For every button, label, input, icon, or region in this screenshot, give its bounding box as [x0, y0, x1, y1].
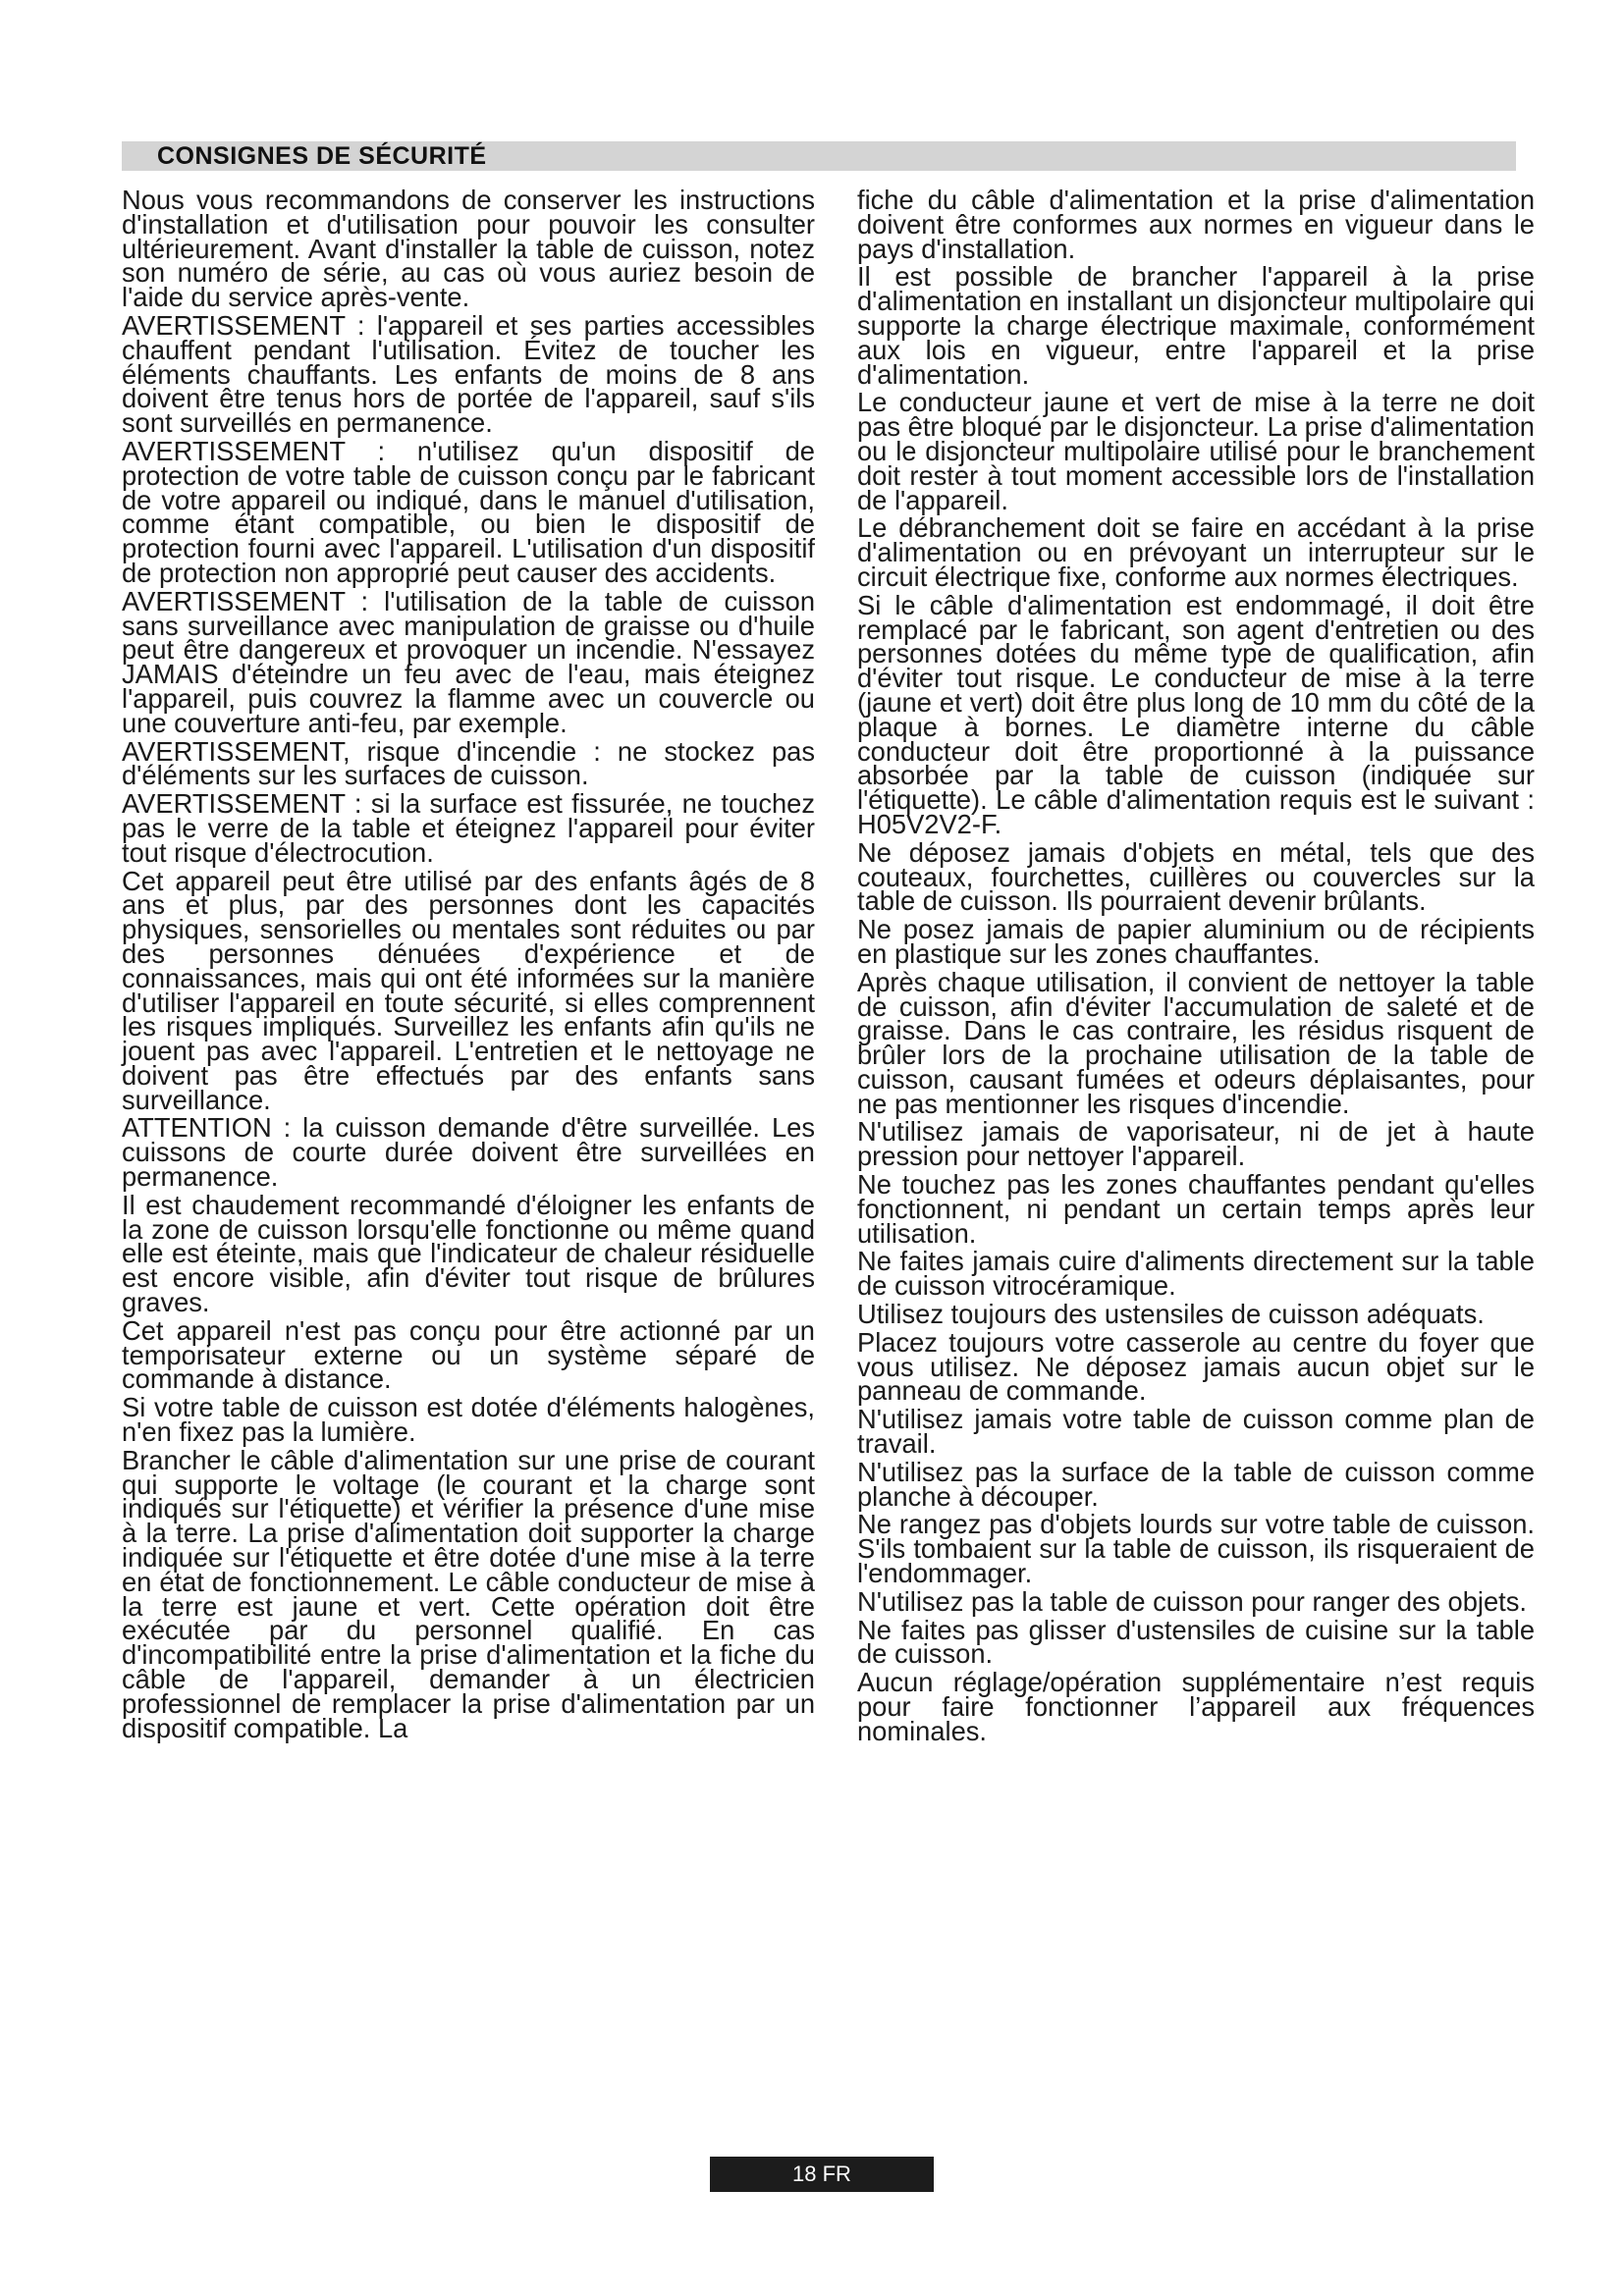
page-number-badge — [710, 2157, 934, 2192]
warning-paragraph: AVERTISSEMENT : l'appareil et ses parties accessibles chauffent pendant l'utilisation. Évitez de toucher les éléments chauffants. Les enfants de moins de 8 ans doivent être tenus hors de portée de l'appareil, sauf s'ils sont surveillés en permanence. — [122, 309, 815, 439]
paragraph: Ne touchez pas les zones chauffantes pendant qu'elles fonctionnent, ni pendant un certain temps après leur utilisation. — [857, 1169, 1535, 1249]
paragraph: Ne rangez pas d'objets lourds sur votre table de cuisson. S'ils tombaient sur la table de cuisson, ils risqueraient de l'endommager. — [857, 1509, 1535, 1589]
paragraph: Il est chaudement recommandé d'éloigner les enfants de la zone de cuisson lorsqu'elle fonctionne ou même quand elle est éteinte, mais que l'indicateur de chaleur résiduelle est encore visible, afin d'éviter tout risque de brûlures graves. — [122, 1189, 815, 1318]
paragraph: Cet appareil n'est pas conçu pour être actionné par un temporisateur externe ou un système séparé de commande à distance. — [122, 1314, 815, 1395]
paragraph: Si votre table de cuisson est dotée d'éléments halogènes, n'en fixez pas la lumière. — [122, 1392, 815, 1448]
paragraph: Après chaque utilisation, il convient de nettoyer la table de cuisson, afin d'éviter l'accumulation de saleté et de graisse. Dans le cas contraire, les résidus risquent de brûler lors de la prochaine utilisation de la table de cuisson, causant fumées et odeurs déplaisantes, pour ne pas mentionner les risques d'incendie. — [857, 966, 1535, 1119]
warning-paragraph: AVERTISSEMENT : l'utilisation de la table de cuisson sans surveillance avec manipulation de graisse ou d'huile peut être dangereux et provoquer un incendie. N'essayez JAMAIS d'éteindre un feu avec de l'eau, mais éteignez l'appareil, puis couvrez la flamme avec un couvercle ou une couverture anti-feu, par exemple. — [122, 585, 815, 738]
warning-paragraph: AVERTISSEMENT : n'utilisez qu'un dispositif de protection de votre table de cuisson conçu par le fabricant de votre appareil ou indiqué, dans le manuel d'utilisation, comme étant compatible, ou bien le dispositif de protection fourni avec l'appareil. L'utilisation d'un dispositif de protection non approprié peut causer des accidents. — [122, 435, 815, 588]
paragraph: fiche du câble d'alimentation et la prise d'alimentation doivent être conformes aux normes en vigueur dans le pays d'installation. — [857, 185, 1535, 264]
paragraph: Ne faites jamais cuire d'aliments directement sur la table de cuisson vitrocéramique. — [857, 1246, 1535, 1302]
paragraph: Nous vous recommandons de conserver les instructions d'installation et d'utilisation pour pouvoir les consulter ultérieurement. Avant d'installer la table de cuisson, notez son numéro de série, au cas où vous auriez besoin de l'aide du service après-vente. — [122, 185, 815, 313]
page-number: 18 FR — [792, 2162, 851, 2186]
paragraph: Ne posez jamais de papier aluminium ou de récipients en plastique sur les zones chauffantes. — [857, 914, 1535, 969]
section-header-bar — [122, 141, 1516, 171]
paragraph: Utilisez toujours des ustensiles de cuisson adéquats. — [857, 1299, 1485, 1330]
paragraph: Ne faites pas glisser d'ustensiles de cuisine sur la table de cuisson. — [857, 1614, 1535, 1670]
paragraph: Brancher le câble d'alimentation sur une prise de courant qui supporte le voltage (le courant et la charge sont indiqués sur l'étiquette) et vérifier la présence d'une mise à la terre. La prise d'alimentation doit supporter la charge indiquée sur l'étiquette et être dotée d'une mise à la terre en état de fonctionnement. Le câble conducteur de mise à la terre est jaune et vert. Cette opération doit être exécutée par du personnel qualifié. En cas d'incompatibilité entre la prise d'alimentation et la fiche du câble de l'appareil, demander à un électricien professionnel de remplacer la prise d'alimentation par un dispositif compatible. La — [122, 1444, 815, 1743]
paragraph: N'utilisez pas la table de cuisson pour ranger des objets. — [857, 1585, 1527, 1617]
warning-paragraph: AVERTISSEMENT : si la surface est fissurée, ne touchez pas le verre de la table et éteignez l'appareil pour éviter tout risque d'électrocution. — [122, 788, 815, 868]
right-column — [857, 185, 1535, 1748]
paragraph: Si le câble d'alimentation est endommagé, il doit être remplacé par le fabricant, son agent d'entretien ou des personnes dotées du même type de qualification, afin d'éviter tout risque. Le conducteur de mise à la terre (jaune et vert) doit être plus long de 10 mm du côté de la plaque à bornes. Le diamètre interne du câble conducteur doit être proportionné à la puissance absorbée par la table de cuisson (indiquée sur l'étiquette). Le câble d'alimentation requis est le suivant : H05V2V2-F. — [857, 589, 1535, 839]
paragraph: Cet appareil peut être utilisé par des enfants âgés de 8 ans et plus, par des personnes dont les capacités physiques, sensorielles ou mentales sont réduites ou par des personnes dénuées d'expérience et de connaissances, mais qui ont été informées sur la manière d'utiliser l'appareil en toute sécurité, si elles comprennent les risques impliqués. Surveillez les enfants afin qu'ils ne jouent pas avec l'appareil. L'entretien et le nettoyage ne doivent pas être effectués par des enfants sans surveillance. — [122, 865, 815, 1115]
paragraph: Aucun réglage/opération supplémentaire n’est requis pour faire fonctionner l’appareil aux fréquences nominales. — [857, 1667, 1535, 1746]
paragraph: N'utilisez jamais de vaporisateur, ni de jet à haute pression pour nettoyer l'appareil. — [857, 1116, 1535, 1172]
paragraph: Le débranchement doit se faire en accédant à la prise d'alimentation ou en prévoyant un interrupteur sur le circuit électrique fixe, conforme aux normes électriques. — [857, 512, 1535, 592]
attention-paragraph: ATTENTION : la cuisson demande d'être surveillée. Les cuissons de courte durée doivent être surveillées en permanence. — [122, 1112, 815, 1193]
paragraph: N'utilisez jamais votre table de cuisson comme plan de travail. — [857, 1404, 1535, 1460]
left-column — [122, 185, 815, 1744]
warning-paragraph: AVERTISSEMENT, risque d'incendie : ne stockez pas d'éléments sur les surfaces de cuisson. — [122, 735, 815, 791]
paragraph: N'utilisez pas la surface de la table de cuisson comme planche à découper. — [857, 1456, 1535, 1512]
paragraph: Il est possible de brancher l'appareil à la prise d'alimentation en installant un disjoncteur multipolaire qui supporte la charge électrique maximale, conformément aux lois en vigueur, entre l'appareil et la prise d'alimentation. — [857, 261, 1535, 390]
paragraph: Le conducteur jaune et vert de mise à la terre ne doit pas être bloqué par le disjoncteur. La prise d'alimentation ou le disjoncteur multipolaire utilisé pour le branchement doit rester à tout moment accessible lors de l'installation de l'appareil. — [857, 387, 1535, 515]
paragraph: Placez toujours votre casserole au centre du foyer que vous utilisez. Ne déposez jamais aucun objet sur le panneau de commande. — [857, 1326, 1535, 1407]
section-title: CONSIGNES DE SÉCURITÉ — [157, 142, 487, 170]
paragraph: Ne déposez jamais d'objets en métal, tels que des couteaux, fourchettes, cuillères ou couvercles sur la table de cuisson. Ils pourraient devenir brûlants. — [857, 836, 1535, 917]
